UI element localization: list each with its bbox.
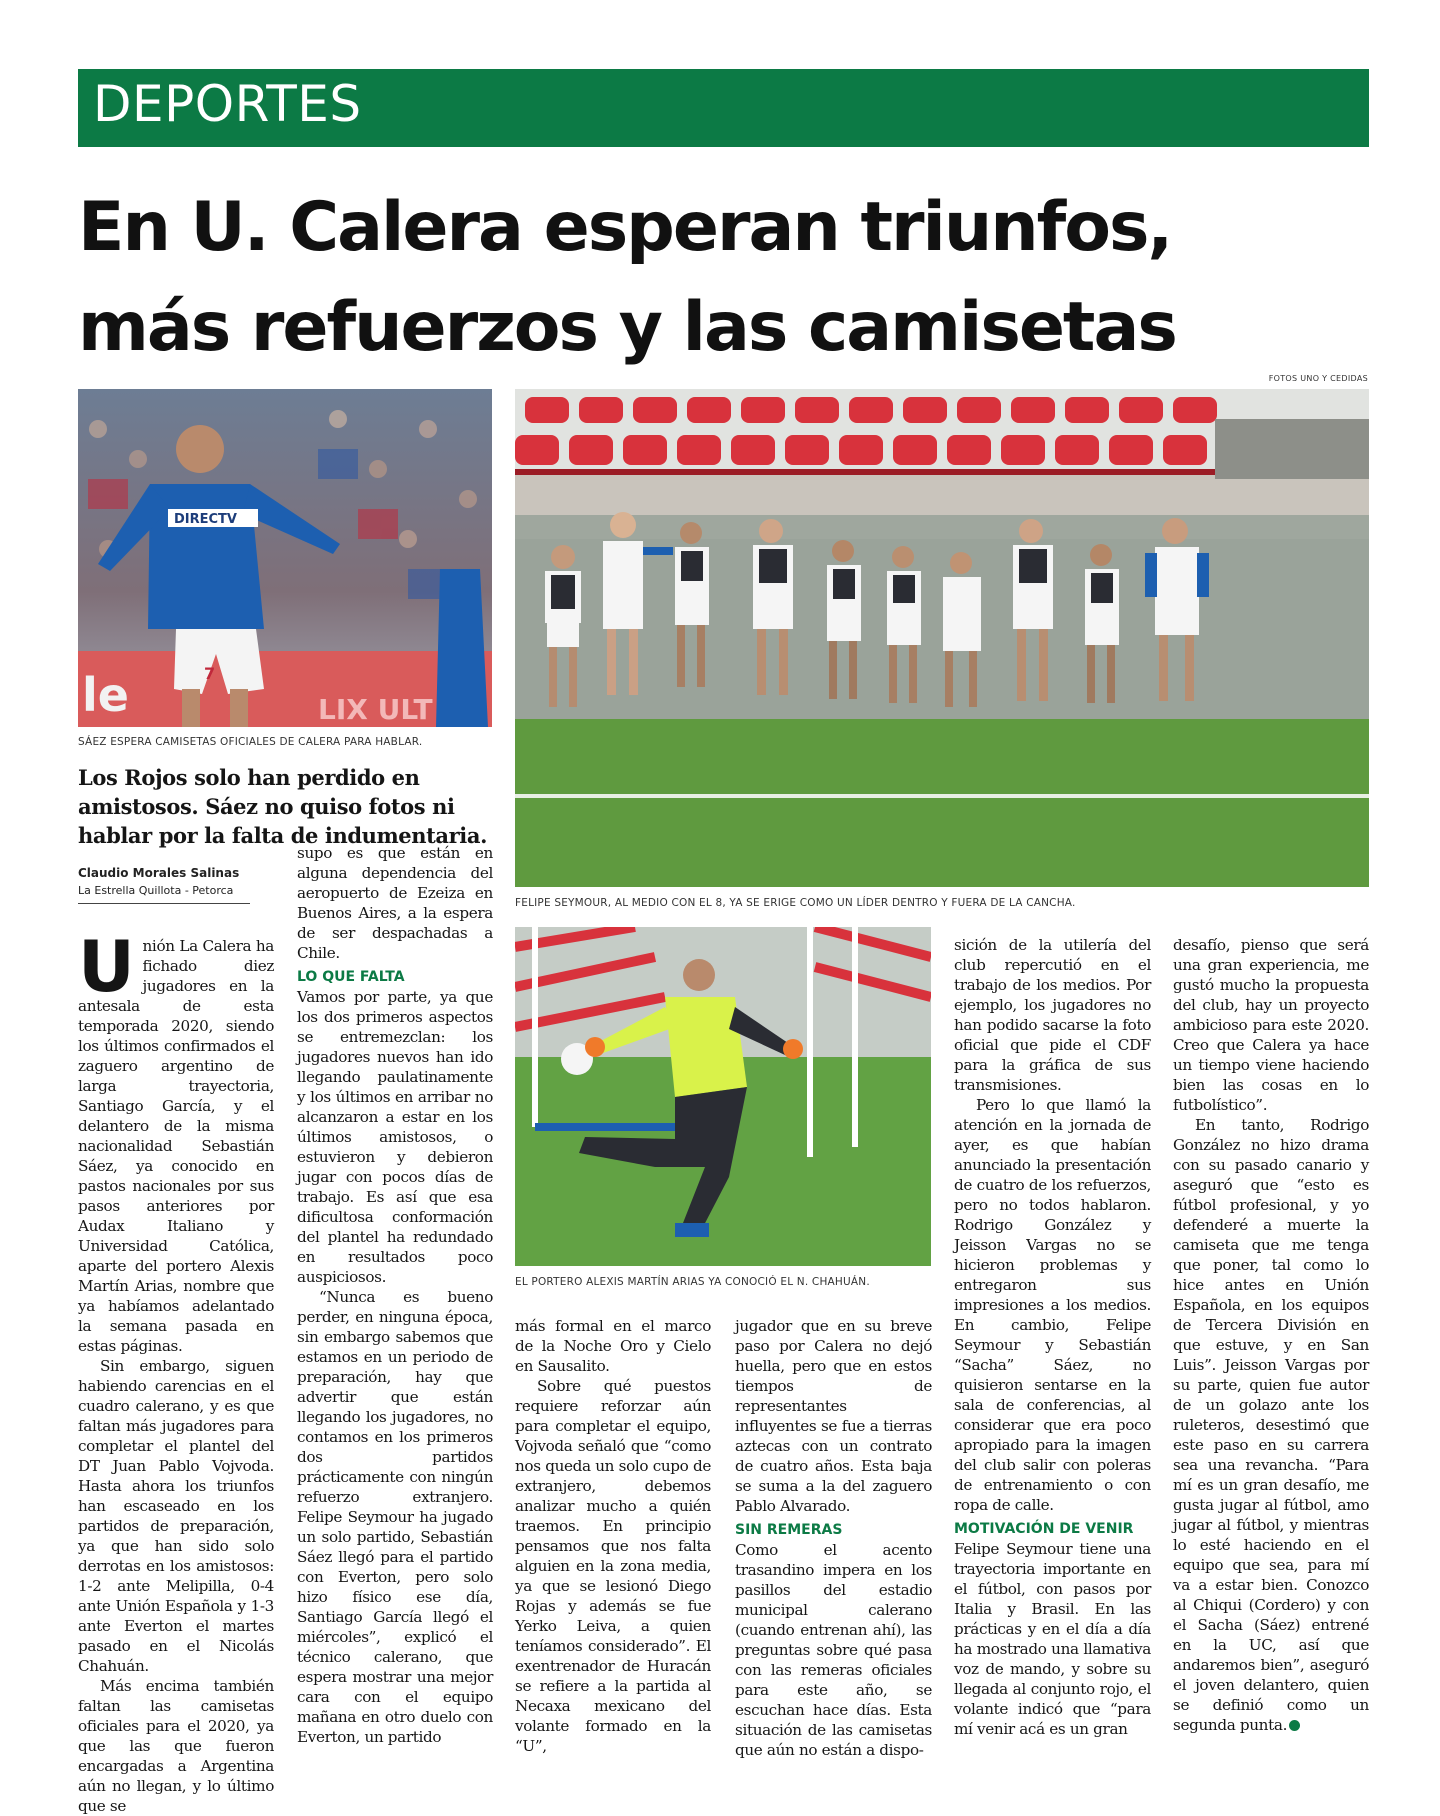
body-column-4: [735, 1316, 932, 1760]
svg-text:LIX ULT: LIX ULT: [318, 693, 433, 726]
body-paragraph: supo es que están en alguna dependencia del aeropuerto de Ezeiza en Buenos Aires, a la espera de ser despachadas a Chile.: [297, 844, 493, 962]
headline: [78, 178, 1378, 378]
subhead-sin-remeras: SIN REMERAS: [735, 1522, 843, 1538]
byline-divider: [78, 903, 250, 904]
player-illustration: [78, 389, 492, 727]
body-paragraph: Pero lo que llamó la atención en la jornada de ayer, es que habían anunciado la presentación de cuatro de los refuerzos, pero no todos hablaron. Rodrigo González y Jeisson Vargas no se hicieron problemas y entregaron sus impresiones a los medios. En cambio, Felipe Seymour y Sebastián “Sacha” Sáez, no quisieron sentarse en la sala de conferencias, al considerar que era poco apropiado para la imagen del club salir con poleras de entrenamiento o con ropa de calle.: [954, 1096, 1151, 1514]
svg-text:7: 7: [204, 664, 216, 683]
photo-credit: FOTOS UNO Y CEDIDAS: [1268, 374, 1368, 383]
drop-cap: U: [78, 926, 135, 1008]
body-column-5: [954, 935, 1151, 1739]
body-paragraph: En tanto, Rodrigo González no hizo drama con su pasado canario y aseguró que “esto es fútbol profesional, y yo defenderé a muerte la camiseta que me tenga que poner, tal como lo hice antes en Unión Española, en los equipos de Tercera División en que estuve, y en San Luis”. Jeisson Vargas por su parte, quien fue autor de un golazo ante los ruleteros, desestimó que este paso en su carrera sea una revancha. “Para mí es un gran desafío, me gusta jugar al fútbol, amo jugar al fútbol, y mientras lo esté haciendo en el equipo que sea, para mí va a estar bien. Conozco al Chiqui (Cordero) y con el Sacha (Sáez) entrené en la UC, así que andaremos bien”, aseguró el joven delantero, quien se definió como un segunda punta.: [1173, 1116, 1369, 1734]
photo-saez: [78, 389, 492, 727]
headline-line-2: más refuerzos y las camisetas: [78, 288, 1176, 367]
byline-author: Claudio Morales Salinas: [78, 866, 240, 880]
body-paragraph: Como el acento trasandino impera en los pasillos del estadio municipal calerano (cuando entrenan ahí), las preguntas sobre qué pasa con las remeras oficiales para este año, se escuchan hace días. Esta situación de las camisetas que aún no están a dispo-: [735, 1541, 932, 1759]
body-column-1: [78, 926, 274, 1816]
body-column-3: [515, 1316, 711, 1756]
body-paragraph: Sobre qué puestos requiere reforzar aún para completar el equipo, Vojvoda señaló que “como nos queda un solo cupo de extranjero, debemos analizar mucho a quién traemos. En principio pensamos que nos falta alguien en la zona media, ya que se lesionó Diego Rojas y además se fue Yerko Leiva, a quien teníamos considerado”. El exentrenador de Huracán se refiere a la partida al Necaxa mexicano del volante formado en la “U”,: [515, 1377, 711, 1755]
photo-team-caption: FELIPE SEYMOUR, AL MEDIO CON EL 8, YA SE ERIGE COMO UN LÍDER DENTRO Y FUERA DE LA CANCHA.: [515, 897, 1076, 909]
byline-publication: La Estrella Quillota - Petorca: [78, 884, 234, 897]
photo-goalkeeper-caption: EL PORTERO ALEXIS MARTÍN ARIAS YA CONOCIÓ EL N. CHAHUÁN.: [515, 1276, 870, 1288]
body-paragraph: desafío, pienso que será una gran experiencia, me gustó mucho la propuesta del club, hay un proyecto ambicioso para este 2020. Creo que Calera ya hace un tiempo viene haciendo bien las cosas en lo futbolístico”.: [1173, 936, 1369, 1114]
end-mark-icon: [1289, 1720, 1300, 1731]
body-paragraph: Sin embargo, siguen habiendo carencias en el cuadro calerano, y es que faltan más jugadores para completar el plantel del DT Juan Pablo Vojvoda. Hasta ahora los triunfos han escaseado en los partidos de preparación, ya que han sido solo derrotas en los amistosos: 1-2 ante Melipilla, 0-4 ante Unión Española y 1-3 ante Everton el martes pasado en el Nicolás Chahuán.: [78, 1357, 274, 1675]
photo-saez-caption: SÁEZ ESPERA CAMISETAS OFICIALES DE CALERA PARA HABLAR.: [78, 736, 423, 748]
goalkeeper-illustration: [515, 927, 931, 1266]
section-header: [78, 69, 1369, 147]
article-deck: Los Rojos solo han perdido en amistosos. Sáez no quiso fotos ni hablar por la falta de indumentaria.: [78, 765, 487, 848]
body-paragraph: sición de la utilería del club repercutió en el trabajo de los medios. Por ejemplo, los jugadores no han podido sacarse la foto oficial que pide el CDF para la gráfica de sus transmisiones.: [954, 936, 1151, 1094]
photo-goalkeeper: [515, 927, 931, 1266]
subhead-motivacion-de-venir: MOTIVACIÓN DE VENIR: [954, 1521, 1134, 1537]
body-paragraph: “Nunca es bueno perder, en ninguna época, sin embargo sabemos que estamos en un periodo de preparación, hay que advertir que están llegando los jugadores, no contamos en los primeros dos partidos prácticamente con ningún refuerzo extranjero. Felipe Seymour ha jugado un solo partido, Sebastián Sáez llegó para el partido con Everton, pero solo hizo físico ese día, Santiago García llegó el miércoles”, explicó el técnico calerano, que espera mostrar una mejor cara con el equipo mañana en otro duelo con Everton, un partido: [297, 1288, 493, 1746]
headline-line-1: En U. Calera esperan triunfos,: [78, 188, 1172, 267]
body-paragraph: más formal en el marco de la Noche Oro y Cielo en Sausalito.: [515, 1317, 711, 1375]
svg-text:le: le: [82, 668, 129, 722]
body-paragraph: jugador que en su breve paso por Calera no dejó huella, pero que en estos tiempos de representantes influyentes se fue a tierras aztecas con un contrato de cuatro años. Esta baja se suma a la del zaguero Pablo Alvarado.: [735, 1317, 932, 1515]
section-title: DEPORTES: [93, 75, 362, 133]
body-column-2: [297, 843, 493, 1747]
body-paragraph: Felipe Seymour tiene una trayectoria importante en el fútbol, con pasos por Italia y Brasil. En las prácticas y en el día a día ha mostrado una llamativa voz de mando, y sobre su llegada al conjunto rojo, el volante indicó que “para mí venir acá es un gran: [954, 1540, 1151, 1738]
body-paragraph: Vamos por parte, ya que los dos primeros aspectos se entremezclan: los jugadores nuevos han ido llegando paulatinamente y los últimos en arribar no alcanzaron a estar en los últimos amistosos, o estuvieron y debieron jugar con pocos días de trabajo. Es así que esa dificultosa conformación del plantel ha redundado en resultados poco auspiciosos.: [297, 988, 493, 1286]
body-paragraph: Más encima también faltan las camisetas oficiales para el 2020, ya que las que fueron encargadas a Argentina aún no llegan, y lo último que se: [78, 1677, 274, 1815]
svg-text:DIRECTV: DIRECTV: [174, 512, 237, 527]
team-illustration: [515, 389, 1369, 887]
body-paragraph: Unión La Calera ha fichado diez jugadores en la antesala de esta temporada 2020, siendo los últimos confirmados el zaguero argentino de larga trayectoria, Santiago García, y el delantero de la misma nacionalidad Sebastián Sáez, ya conocido en pastos nacionales por sus pasos anteriores por Audax Italiano y Universidad Católica, aparte del portero Alexis Martín Arias, nombre que ya habíamos adelantado la semana pasada en estas páginas.: [78, 926, 274, 1355]
subhead-lo-que-falta: LO QUE FALTA: [297, 969, 405, 985]
body-column-6: [1173, 935, 1369, 1735]
photo-team-training: [515, 389, 1369, 887]
